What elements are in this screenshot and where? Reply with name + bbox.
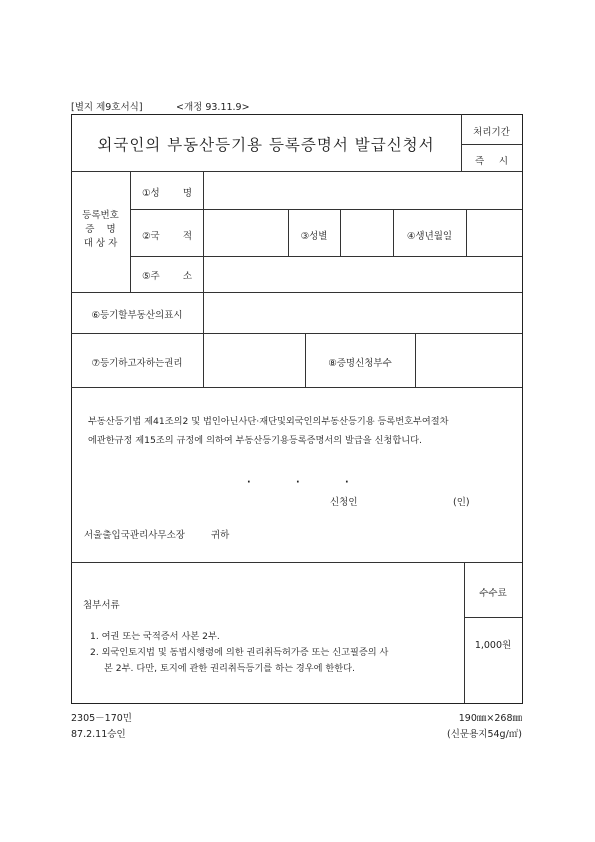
processing-period-label: 처리기간 — [473, 127, 510, 138]
property-label: ⑥등기할부동산의표시 — [91, 310, 183, 321]
date-month-dot: · — [296, 477, 300, 488]
approval-date: 87.2.11승인 — [71, 729, 126, 740]
processing-value-part: 즉 — [475, 156, 485, 167]
addressee-office: 서울출입국관리사무소장 — [84, 530, 185, 541]
address-label-part: ⑤주 — [142, 271, 160, 282]
seal-mark: (인) — [453, 497, 470, 508]
subject-label-line: 등록번호 — [82, 210, 119, 221]
applicant-label: 신청인 — [330, 497, 358, 508]
subject-label-line: 대 상 자 — [83, 238, 118, 249]
nationality-label-part: ②국 — [142, 231, 160, 242]
paper-type: (신문용지54g/㎡) — [447, 729, 522, 740]
attachment-item-2-continued: 본 2부. 다만, 토지에 관한 권리취득등기를 하는 경우에 한한다. — [104, 663, 355, 674]
subject-label-line: 증 명 — [85, 224, 116, 235]
attachment-item-1: 1. 여권 또는 국적증서 사본 2부. — [90, 631, 220, 642]
sex-field[interactable] — [341, 210, 392, 255]
attachments-label: 첨부서류 — [83, 600, 120, 611]
date-day-dot: · — [345, 477, 349, 488]
subject-label — [71, 209, 130, 251]
sex-label: ③성별 — [300, 231, 328, 242]
attachment-item-2: 2. 외국인토지법 및 동법시행령에 의한 권리취득허가증 또는 신고필증의 사 — [90, 647, 389, 658]
name-label — [142, 185, 192, 199]
nationality-label-part: 적 — [182, 231, 192, 242]
revision-date: <개정 93.11.9> — [176, 102, 250, 113]
processing-value-part: 시 — [498, 156, 508, 167]
rights-field[interactable] — [204, 334, 304, 386]
name-label-part: 명 — [182, 188, 192, 199]
nationality-label — [142, 228, 192, 242]
fee-label: 수수료 — [479, 588, 507, 599]
form-title: 외국인의 부동산등기용 등록증명서 발급신청서 — [97, 136, 435, 154]
applicant-field[interactable] — [370, 490, 450, 506]
copies-label: ⑧증명신청부수 — [328, 358, 392, 369]
nationality-field[interactable] — [204, 210, 287, 255]
address-label-part: 소 — [182, 271, 192, 282]
copies-field[interactable] — [416, 334, 521, 386]
paper-size: 190㎜×268㎜ — [458, 713, 522, 724]
address-field[interactable] — [204, 257, 521, 291]
property-field[interactable] — [204, 293, 521, 332]
date-year-dot: · — [247, 477, 251, 488]
name-label-part: ①성 — [142, 188, 160, 199]
statement-line-2: 에관한규정 제15조의 규정에 의하여 부동산등기용등록증명서의 발급을 신청합니다. — [88, 435, 422, 446]
fee-amount: 1,000원 — [474, 640, 512, 651]
statement-line-1: 부동산등기법 제41조의2 및 법인아닌사단·재단및외국인의부동산등기용 등록번호부여절차 — [88, 416, 449, 427]
birth-date-field[interactable] — [467, 210, 521, 255]
addressee-honorific: 귀하 — [211, 530, 230, 541]
processing-period-value — [475, 153, 508, 167]
name-field[interactable] — [204, 172, 521, 208]
birth-date-label: ④생년월일 — [406, 231, 453, 242]
rights-label: ⑦등기하고자하는권리 — [91, 358, 183, 369]
address-label — [142, 268, 192, 282]
form-number: [별지 제9호서식] — [71, 102, 143, 113]
form-code: 2305－170민 — [71, 713, 132, 724]
